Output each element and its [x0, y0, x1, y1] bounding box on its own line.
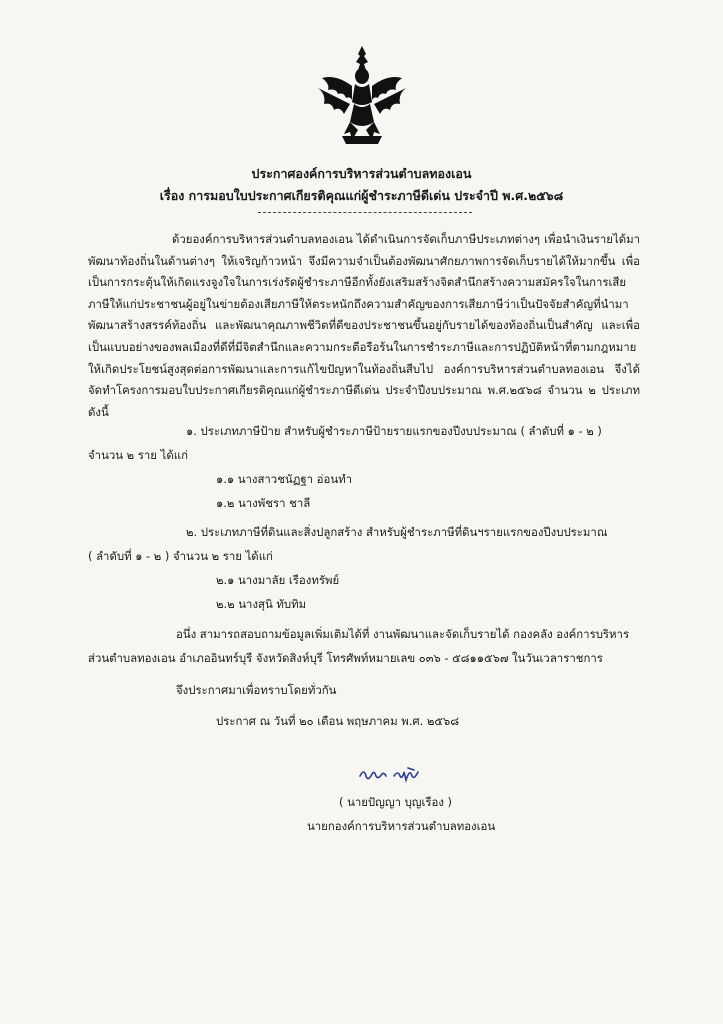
contact-line: อนึ่ง สามารถสอบถามข้อมูลเพิ่มเติมได้ที่ งานพัฒนาและจัดเก็บรายได้ กองคลัง องค์การบริหาร	[176, 627, 630, 641]
divider	[258, 212, 472, 213]
category-1-heading: ๑. ประเภทภาษีป้าย สำหรับผู้ชำระภาษีป้ายรายแรกของปีงบประมาณ ( ลำดับที่ ๑ - ๒ )	[186, 424, 602, 438]
intro-paragraph: ด้วยองค์การบริหารส่วนตำบลทองเอน ได้ดำเนินการจัดเก็บภาษีประเภทต่างๆ เพื่อนำเงินรายได้มาพัฒนาท้องถิ่นในด้านต่างๆ ให้เจริญก้าวหน้า จึงมีความจำเป็นต้องพัฒนาศักยภาพการจัดเก็บรายได้ให้มากขึ้น เพื่อเป็นการกระตุ้นให้เกิดแรงจูงใจในการเร่งรัดผู้ชำระภาษีอีกทั้งยังเสริมสร้างจิตสำนึกสร้างความสมัครใจในการเสียภาษีให้แก่ประชาชนผู้อยู่ในข่ายต้องเสียภาษีให้ตระหนักถึงความสำคัญของการเสียภาษีว่าเป็นปัจจัยสำคัญที่นำมา พัฒนาสร้างสรรค์ท้องถิ่น และพัฒนาคุณภาพชีวิตที่ดีของประชาชนขึ้นอยู่กับรายได้ของท้องถิ่นเป็นสำคัญ และเพื่อเป็นแบบอย่างของพลเมืองที่ดีที่มีจิตสำนึกและความกระตือรือร้นในการชำระภาษีและการปฏิบัติหน้าที่ตามกฎหมายให้เกิดประโยชน์สูงสุดต่อการพัฒนาและการแก้ไขปัญหาในท้องถิ่นสืบไป องค์การบริหารส่วนตำบลทองเอน จึงได้จัดทำโครงการมอบใบประกาศเกียรติคุณแก่ผู้ชำระภาษีดีเด่น ประจำปีงบประมาณ พ.ศ.๒๕๖๘ จำนวน ๒ ประเภท ดังนี้	[88, 232, 640, 419]
subject-line: เรื่อง การมอบใบประกาศเกียรติคุณแก่ผู้ชำระภาษีดีเด่น ประจำปี พ.ศ.๒๕๖๘	[159, 188, 564, 203]
garuda-emblem-icon	[316, 44, 408, 148]
category-1-count: จำนวน ๒ ราย ได้แก่	[88, 448, 188, 462]
page-title: ประกาศองค์การบริหารส่วนตำบลทองเอน	[251, 166, 472, 181]
handwritten-signature-icon	[356, 762, 436, 786]
list-item: ๒.๒ นางสุนิ ทับทิม	[216, 597, 307, 611]
contact-line: ส่วนตำบลทองเอน อำเภออินทร์บุรี จังหวัดสิงห์บุรี โทรศัพท์หมายเลข ๐๓๖ - ๕๘๑๑๕๖๗ ในวันเวลาราชการ	[88, 651, 603, 665]
signatory-position: นายกองค์การบริหารส่วนตำบลทองเอน	[307, 819, 496, 833]
category-2-count: ( ลำดับที่ ๑ - ๒ ) จำนวน ๒ ราย ได้แก่	[88, 549, 273, 563]
closing-line: จึงประกาศมาเพื่อทราบโดยทั่วกัน	[176, 683, 337, 697]
list-item: ๑.๒ นางพัชรา ชาลี	[216, 496, 311, 510]
signatory-name: ( นายปัญญา บุญเรือง )	[339, 795, 452, 809]
category-2-heading: ๒. ประเภทภาษีที่ดินและสิ่งปลูกสร้าง สำหรับผู้ชำระภาษีที่ดินฯรายแรกของปีงบประมาณ	[186, 525, 608, 539]
announcement-date: ประกาศ ณ วันที่ ๒๐ เดือน พฤษภาคม พ.ศ. ๒๕๖๘	[216, 714, 460, 728]
list-item: ๒.๑ นางมาลัย เรืองทรัพย์	[216, 573, 340, 587]
list-item: ๑.๑ นางสาวชนัฏฐา อ่อนทำ	[216, 472, 353, 486]
